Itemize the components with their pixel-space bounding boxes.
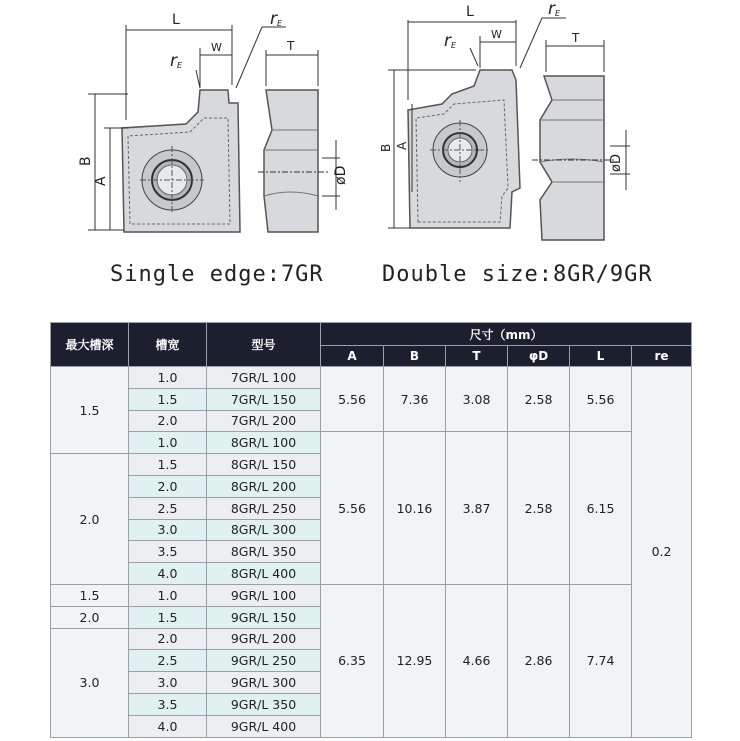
header-L: L <box>570 346 632 367</box>
cell-groove-width: 3.0 <box>129 672 207 694</box>
cell-B: 7.36 <box>384 367 446 432</box>
dim-label-phiD: øD <box>333 165 349 185</box>
cell-max-depth: 3.0 <box>51 628 129 737</box>
insert-drawings <box>0 0 740 255</box>
cell-model: 9GR/L 250 <box>207 650 321 672</box>
cell-model: 8GR/L 400 <box>207 563 321 585</box>
cell-groove-width: 1.5 <box>129 454 207 476</box>
cell-phiD: 2.86 <box>508 584 570 737</box>
cell-max-depth: 1.5 <box>51 584 129 606</box>
cell-groove-width: 2.0 <box>129 475 207 497</box>
cell-groove-width: 2.0 <box>129 410 207 432</box>
cell-phiD: 2.58 <box>508 367 570 432</box>
cell-T: 4.66 <box>446 584 508 737</box>
dim-label-phiD2: øD <box>609 154 624 172</box>
dim-label-rE3: rE <box>444 31 457 51</box>
cell-model: 9GR/L 150 <box>207 606 321 628</box>
cell-model: 8GR/L 250 <box>207 497 321 519</box>
cell-max-depth: 2.0 <box>51 606 129 628</box>
cell-T: 3.08 <box>446 367 508 432</box>
header-T: T <box>446 346 508 367</box>
dim-label-A2: A <box>395 141 409 150</box>
cell-phiD: 2.58 <box>508 432 570 585</box>
cell-max-depth: 1.5 <box>51 367 129 454</box>
header-B: B <box>384 346 446 367</box>
cell-model: 7GR/L 200 <box>207 410 321 432</box>
dim-label-rE4: rE <box>548 0 561 19</box>
insert-7gr-side-outline <box>264 90 318 232</box>
dim-label-W2: W <box>491 28 502 41</box>
dim-label-B: B <box>78 156 94 166</box>
header-re: re <box>632 346 692 367</box>
cell-groove-width: 1.0 <box>129 584 207 606</box>
header-model: 型号 <box>207 323 321 367</box>
caption-single-edge: Single edge:7GR <box>110 262 324 287</box>
cell-groove-width: 2.5 <box>129 650 207 672</box>
dim-label-rE2: rE <box>270 9 283 29</box>
dim-label-T: T <box>287 39 295 53</box>
cell-model: 8GR/L 200 <box>207 475 321 497</box>
cell-model: 9GR/L 200 <box>207 628 321 650</box>
cell-groove-width: 4.0 <box>129 715 207 737</box>
cell-groove-width: 2.5 <box>129 497 207 519</box>
dim-label-W: W <box>211 41 222 54</box>
cell-re: 0.2 <box>632 367 692 738</box>
dim-label-B2: B <box>379 143 393 152</box>
cell-groove-width: 1.5 <box>129 388 207 410</box>
insert-9gr-side-outline <box>540 76 604 240</box>
header-dimensions: 尺寸（mm） <box>321 323 692 346</box>
cell-B: 10.16 <box>384 432 446 585</box>
cell-model: 9GR/L 400 <box>207 715 321 737</box>
spec-table <box>50 322 692 738</box>
cell-model: 9GR/L 300 <box>207 672 321 694</box>
dim-label-T2: T <box>572 31 580 45</box>
header-max-depth: 最大槽深 <box>51 323 129 367</box>
dim-label-A: A <box>93 176 109 186</box>
caption-double-size: Double size:8GR/9GR <box>382 262 653 287</box>
cell-model: 8GR/L 100 <box>207 432 321 454</box>
cell-L: 7.74 <box>570 584 632 737</box>
cell-groove-width: 4.0 <box>129 563 207 585</box>
cell-A: 5.56 <box>321 367 384 432</box>
cell-groove-width: 3.0 <box>129 519 207 541</box>
cell-model: 8GR/L 300 <box>207 519 321 541</box>
cell-max-depth: 2.0 <box>51 454 129 585</box>
cell-model: 9GR/L 350 <box>207 693 321 715</box>
table-row <box>51 584 692 606</box>
cell-model: 7GR/L 100 <box>207 367 321 389</box>
cell-groove-width: 1.0 <box>129 432 207 454</box>
cell-model: 8GR/L 350 <box>207 541 321 563</box>
cell-model: 7GR/L 150 <box>207 388 321 410</box>
dim-label-rE: rE <box>170 51 183 71</box>
cell-model: 9GR/L 100 <box>207 584 321 606</box>
table-row <box>51 367 692 389</box>
header-phiD: φD <box>508 346 570 367</box>
header-groove-width: 槽宽 <box>129 323 207 367</box>
spec-table-wrap <box>50 322 691 738</box>
cell-groove-width: 2.0 <box>129 628 207 650</box>
dim-label-L2: L <box>466 4 474 20</box>
cell-L: 6.15 <box>570 432 632 585</box>
cell-groove-width: 3.5 <box>129 541 207 563</box>
cell-L: 5.56 <box>570 367 632 432</box>
cell-groove-width: 3.5 <box>129 693 207 715</box>
table-row <box>51 432 692 454</box>
header-A: A <box>321 346 384 367</box>
cell-B: 12.95 <box>384 584 446 737</box>
cell-T: 3.87 <box>446 432 508 585</box>
cell-A: 5.56 <box>321 432 384 585</box>
cell-model: 8GR/L 150 <box>207 454 321 476</box>
cell-groove-width: 1.0 <box>129 367 207 389</box>
cell-groove-width: 1.5 <box>129 606 207 628</box>
dim-label-L: L <box>172 12 180 28</box>
cell-A: 6.35 <box>321 584 384 737</box>
